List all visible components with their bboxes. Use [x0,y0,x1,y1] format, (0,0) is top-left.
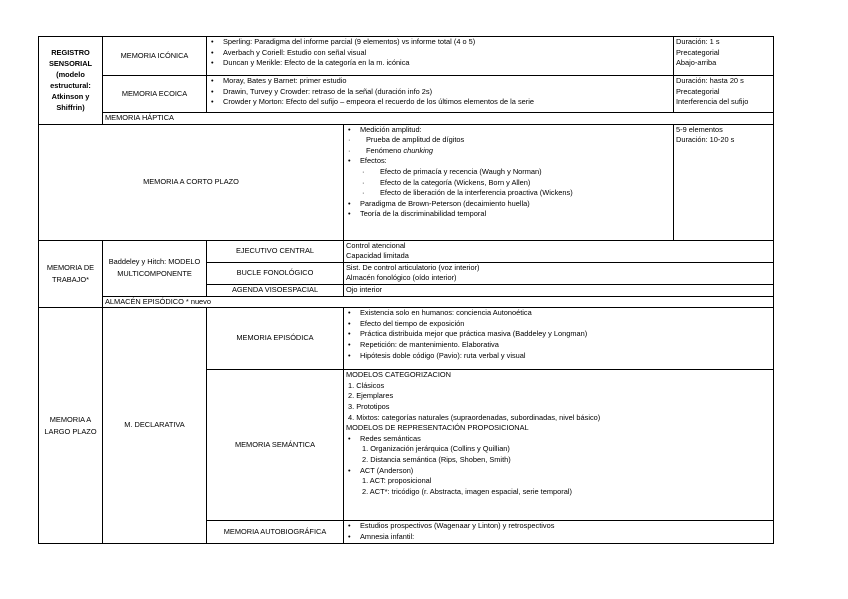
list-item: • Drawin, Turvey y Crowder: retraso de la señal (duración info 2s) [209,87,671,98]
prop-text: Duración: hasta 20 s [676,76,744,85]
haptica-name: MEMORIA HÁPTICA [103,113,774,125]
memory-table [38,36,774,544]
desc-text: Almacén fonológico (oído interior) [346,273,457,283]
list-item: · Efecto de primacía y recencia (Waugh y Norman) [346,167,671,178]
declarativa-label: M. DECLARATIVA [103,308,207,544]
list-item-text: Fenómeno [366,145,404,155]
list-item: 2. Ejemplares [348,391,394,401]
ejecutivo-desc [344,240,774,262]
prop-text: 5-9 elementos [676,124,723,134]
list-item [346,146,671,157]
autobiografica-name: MEMORIA AUTOBIOGRÁFICA [207,521,344,544]
prop-text: Duración: 10-20 s [676,135,735,145]
list-item: • Teoría de la discriminabilidad temporal [346,209,671,220]
corto-plazo-items [344,124,674,240]
ecoica-props [674,76,774,113]
almacen-episodico: ALMACÉN EPISÓDICO * nuevo [103,296,774,308]
list-item: • Medición amplitud: [346,125,671,136]
ecoica-items [207,76,674,113]
iconica-name: MEMORIA ICÓNICA [103,37,207,76]
prop-text: Precategorial [676,86,720,96]
list-item: • Estudios prospectivos (Wagenaar y Linton) y retrospectivos [346,521,771,532]
bucle-name: BUCLE FONOLÓGICO [207,262,344,284]
list-item: • Duncan y Merikle: Efecto de la categoría en la m. icónica [209,58,671,69]
list-item: 3. Prototipos [348,401,390,411]
list-item: • Hipótesis doble código (Pavio): ruta verbal y visual [346,351,771,362]
semantica-name: MEMORIA SEMÁNTICA [207,370,344,521]
ecoica-name: MEMORIA ECOICA [103,76,207,113]
sensorial-label: REGISTRO SENSORIAL (modelo estructural: Atkinson y Shiffrin) [39,37,103,125]
autobiografica-items [344,521,774,544]
list-item: 1. Clásicos [348,380,385,390]
list-item: • Repetición: de mantenimiento. Elaborativa [346,340,771,351]
trabajo-label: MEMORIA DE TRABAJO* [39,240,103,308]
prop-text: Interferencia del sufijo [676,97,749,107]
row-episodica [39,308,774,370]
row-corto-plazo [39,124,774,240]
semantica-items [344,370,774,521]
prop-text: Duración: 1 s [676,37,720,46]
list-item: • Crowder y Morton: Efecto del sufijo – empeora el recuerdo de los últimos elementos de la serie [209,97,671,108]
iconica-props [674,37,774,76]
list-item: · Efecto de la categoría (Wickens, Born y Allen) [346,178,671,189]
corto-plazo-label: MEMORIA A CORTO PLAZO [39,124,344,240]
list-item: • Paradigma de Brown-Peterson (decaimiento huella) [346,199,671,210]
list-item: • Redes semánticas [346,434,771,445]
row-almacen [39,296,774,308]
episodica-name: MEMORIA EPISÓDICA [207,308,344,370]
list-item: 2. Distancia semántica (Rips, Shoben, Smith) [362,454,511,464]
list-item: • Existencia solo en humanos: conciencia Autonoética [346,308,771,319]
list-item: • Moray, Bates y Barnet: primer estudio [209,76,671,87]
bucle-desc [344,262,774,284]
list-item: • Efecto del tiempo de exposición [346,319,771,330]
list-item: 1. Organización jerárquica (Collins y Quillian) [362,444,510,454]
list-item: • Sperling: Paradigma del informe parcial (9 elementos) vs informe total (4 o 5) [209,37,671,48]
list-item: 1. ACT: proposicional [362,476,432,486]
agenda-name: AGENDA VISOESPACIAL [207,284,344,296]
list-item: 2. ACT*: tricódigo (r. Abstracta, imagen espacial, serie temporal) [362,486,572,496]
list-item: MODELOS CATEGORIZACION [346,370,451,380]
list-item: • ACT (Anderson) [346,466,771,477]
agenda-desc: Ojo interior [344,284,774,296]
row-iconica [39,37,774,76]
list-item: · Efecto de liberación de la interferencia proactiva (Wickens) [346,188,671,199]
list-item: · Prueba de amplitud de dígitos [346,135,671,146]
iconica-items [207,37,674,76]
list-item: • Efectos: [346,156,671,167]
row-ecoica [39,76,774,113]
list-item-italic: chunking [403,145,433,155]
ejecutivo-name: EJECUTIVO CENTRAL [207,240,344,262]
episodica-items [344,308,774,370]
list-item: • Práctica distribuida mejor que práctica masiva (Baddeley y Longman) [346,329,771,340]
desc-text: Capacidad limitada [346,251,409,261]
desc-text: Control atencional [346,240,406,250]
desc-text: Sist. De control articulatorio (voz interior) [346,262,480,272]
row-haptica [39,113,774,125]
prop-text: Abajo-arriba [676,58,717,68]
list-item: • Averbach y Coriell: Estudio con señal visual [209,48,671,59]
corto-plazo-props [674,124,774,240]
largo-plazo-label: MEMORIA A LARGO PLAZO [39,308,103,544]
list-item: 4. Mixtos: categorías naturales (supraordenadas, subordinadas, nivel básico) [348,412,601,422]
list-item: MODELOS DE REPRESENTACIÓN PROPOSICIONAL [346,423,529,433]
row-ejecutivo [39,240,774,262]
trabajo-model: Baddeley y Hitch: MODELO MULTICOMPONENTE [103,240,207,296]
list-item: • Amnesia infantil: [346,532,771,543]
prop-text: Precategorial [676,47,720,57]
